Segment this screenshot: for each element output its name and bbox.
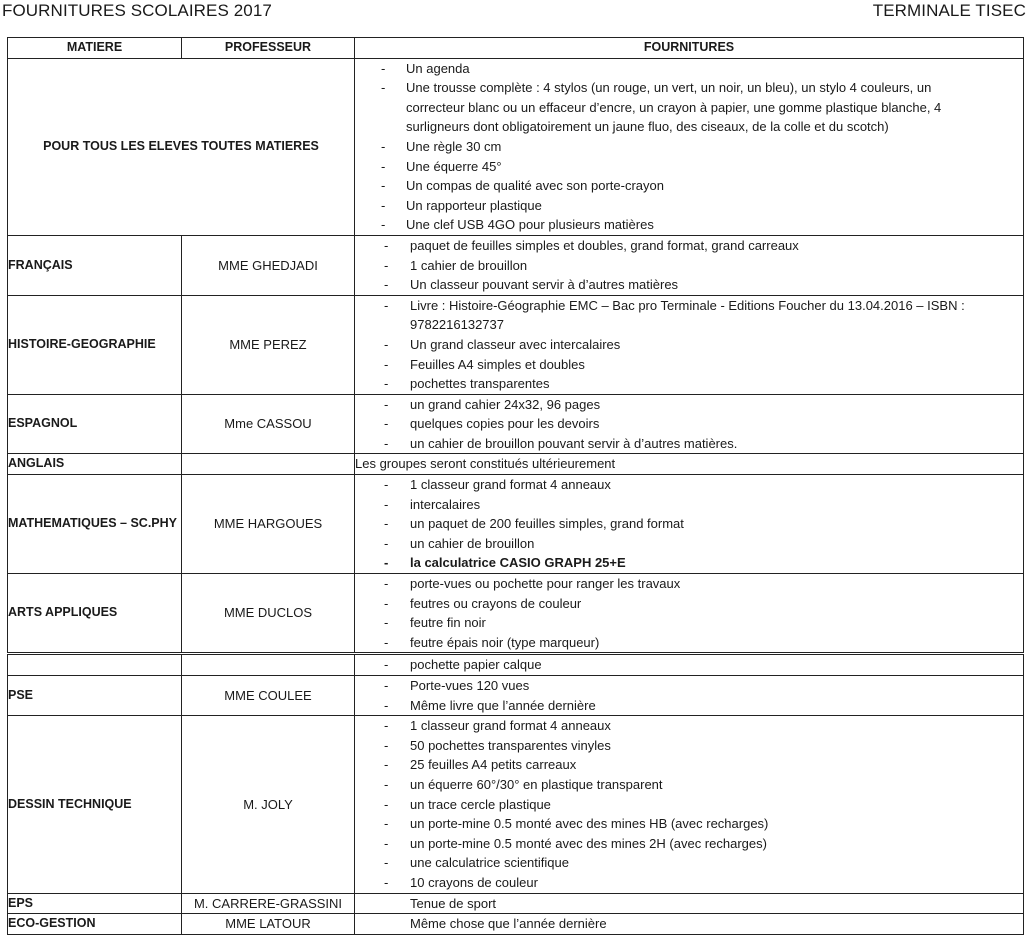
list-item: - un porte-mine 0.5 monté avec des mines HB (avec recharges) <box>355 814 1023 834</box>
list-item: - pochettes transparentes <box>355 374 1023 394</box>
list-item: - une calculatrice scientifique <box>355 853 1023 873</box>
subject-cell: PSE <box>8 676 182 716</box>
teacher-cell: MME LATOUR <box>182 914 355 935</box>
table-row <box>8 235 1024 295</box>
class-name: TERMINALE TISEC <box>872 1 1026 20</box>
teacher-cell: MME GHEDJADI <box>182 235 355 295</box>
list-item: - un cahier de brouillon <box>355 534 1023 554</box>
supplies-cell <box>355 676 1024 716</box>
list-item: - Une trousse complète : 4 stylos (un rouge, un vert, un noir, un bleu), un stylo 4 couleurs, un correcteur blanc ou un effaceur d’encre, un crayon à papier, une gomme plastique blanche, 4 surligneurs dont obligatoirement un jaune fluo, des ciseaux, de la colle et du scotch) <box>355 78 1023 137</box>
teacher-cell: MME PEREZ <box>182 295 355 394</box>
list-item: - un trace cercle plastique <box>355 795 1023 815</box>
subject-cell: DESSIN TECHNIQUE <box>8 716 182 893</box>
list-item: - Porte-vues 120 vues <box>355 676 1023 696</box>
teacher-cell: MME DUCLOS <box>182 574 355 654</box>
supplies-cell <box>355 654 1024 676</box>
subject-cell: POUR TOUS LES ELEVES TOUTES MATIERES <box>8 58 355 235</box>
supplies-cell <box>355 295 1024 394</box>
teacher-cell: MME HARGOUES <box>182 475 355 574</box>
teacher-cell: M. JOLY <box>182 716 355 893</box>
teacher-cell: Mme CASSOU <box>182 394 355 454</box>
list-item: - feutre fin noir <box>355 613 1023 633</box>
list-item: - Même livre que l’année dernière <box>355 696 1023 716</box>
table-row <box>8 716 1024 893</box>
list-item: - Une clef USB 4GO pour plusieurs matières <box>355 215 1023 235</box>
list-item: - intercalaires <box>355 495 1023 515</box>
table-row <box>8 676 1024 716</box>
table-row <box>8 654 1024 676</box>
table-header-row <box>8 38 1024 59</box>
list-item: - Un grand classeur avec intercalaires <box>355 335 1023 355</box>
table-row <box>8 475 1024 574</box>
list-item: - quelques copies pour les devoirs <box>355 414 1023 434</box>
list-item: - un grand cahier 24x32, 96 pages <box>355 395 1023 415</box>
subject-cell: MATHEMATIQUES – SC.PHY <box>8 475 182 574</box>
supplies-cell: Même chose que l’année dernière <box>355 914 1024 935</box>
subject-cell: ARTS APPLIQUES <box>8 574 182 654</box>
list-item: - 50 pochettes transparentes vinyles <box>355 736 1023 756</box>
list-item: - 1 cahier de brouillon <box>355 256 1023 276</box>
subject-cell: ESPAGNOL <box>8 394 182 454</box>
supplies-cell: Tenue de sport <box>355 893 1024 914</box>
list-item: - un paquet de 200 feuilles simples, grand format <box>355 514 1023 534</box>
teacher-cell <box>182 654 355 676</box>
table-row <box>8 454 1024 475</box>
teacher-cell <box>182 454 355 475</box>
list-item: - 25 feuilles A4 petits carreaux <box>355 755 1023 775</box>
table-row <box>8 394 1024 454</box>
supplies-cell <box>355 58 1024 235</box>
list-item: - feutres ou crayons de couleur <box>355 594 1023 614</box>
subject-cell: EPS <box>8 893 182 914</box>
subject-cell <box>8 654 182 676</box>
column-header-teacher: PROFESSEUR <box>182 38 355 59</box>
supplies-cell <box>355 716 1024 893</box>
table-row <box>8 58 1024 235</box>
list-item: - pochette papier calque <box>355 655 1023 675</box>
subject-cell: FRANÇAIS <box>8 235 182 295</box>
list-item: - feutre épais noir (type marqueur) <box>355 633 1023 653</box>
column-header-subject: MATIERE <box>8 38 182 59</box>
list-item: - 1 classeur grand format 4 anneaux <box>355 716 1023 736</box>
list-item: - Livre : Histoire-Géographie EMC – Bac pro Terminale - Editions Foucher du 13.04.2016 – ISBN : 9782216132737 <box>355 296 1023 335</box>
supplies-cell <box>355 394 1024 454</box>
subject-cell: HISTOIRE-GEOGRAPHIE <box>8 295 182 394</box>
table-row <box>8 295 1024 394</box>
subject-cell: ECO-GESTION <box>8 914 182 935</box>
supplies-cell <box>355 475 1024 574</box>
supplies-cell: Les groupes seront constitués ultérieurement <box>355 454 1024 475</box>
table-row <box>8 914 1024 935</box>
teacher-cell: MME COULEE <box>182 676 355 716</box>
list-item: - porte-vues ou pochette pour ranger les travaux <box>355 574 1023 594</box>
table-row <box>8 893 1024 914</box>
page-header <box>0 0 1030 32</box>
list-item: - un porte-mine 0.5 monté avec des mines 2H (avec recharges) <box>355 834 1023 854</box>
document-title: FOURNITURES SCOLAIRES 2017 <box>2 1 272 20</box>
table-row <box>8 574 1024 654</box>
list-item: - Un agenda <box>355 59 1023 79</box>
list-item: - Un rapporteur plastique <box>355 196 1023 216</box>
list-item: - Feuilles A4 simples et doubles <box>355 355 1023 375</box>
list-item: - un équerre 60°/30° en plastique transparent <box>355 775 1023 795</box>
list-item: - 10 crayons de couleur <box>355 873 1023 893</box>
list-item: - un cahier de brouillon pouvant servir à d’autres matières. <box>355 434 1023 454</box>
list-item: - Une règle 30 cm <box>355 137 1023 157</box>
teacher-cell: M. CARRERE-GRASSINI <box>182 893 355 914</box>
supplies-cell <box>355 574 1024 654</box>
list-item: - Un classeur pouvant servir à d’autres matières <box>355 275 1023 295</box>
subject-cell: ANGLAIS <box>8 454 182 475</box>
list-item: - la calculatrice CASIO GRAPH 25+E <box>355 553 1023 573</box>
column-header-supplies: FOURNITURES <box>355 38 1024 59</box>
list-item: - 1 classeur grand format 4 anneaux <box>355 475 1023 495</box>
supplies-table <box>7 37 1024 935</box>
list-item: - Un compas de qualité avec son porte-crayon <box>355 176 1023 196</box>
supplies-cell <box>355 235 1024 295</box>
list-item: - paquet de feuilles simples et doubles, grand format, grand carreaux <box>355 236 1023 256</box>
list-item: - Une équerre 45° <box>355 157 1023 177</box>
